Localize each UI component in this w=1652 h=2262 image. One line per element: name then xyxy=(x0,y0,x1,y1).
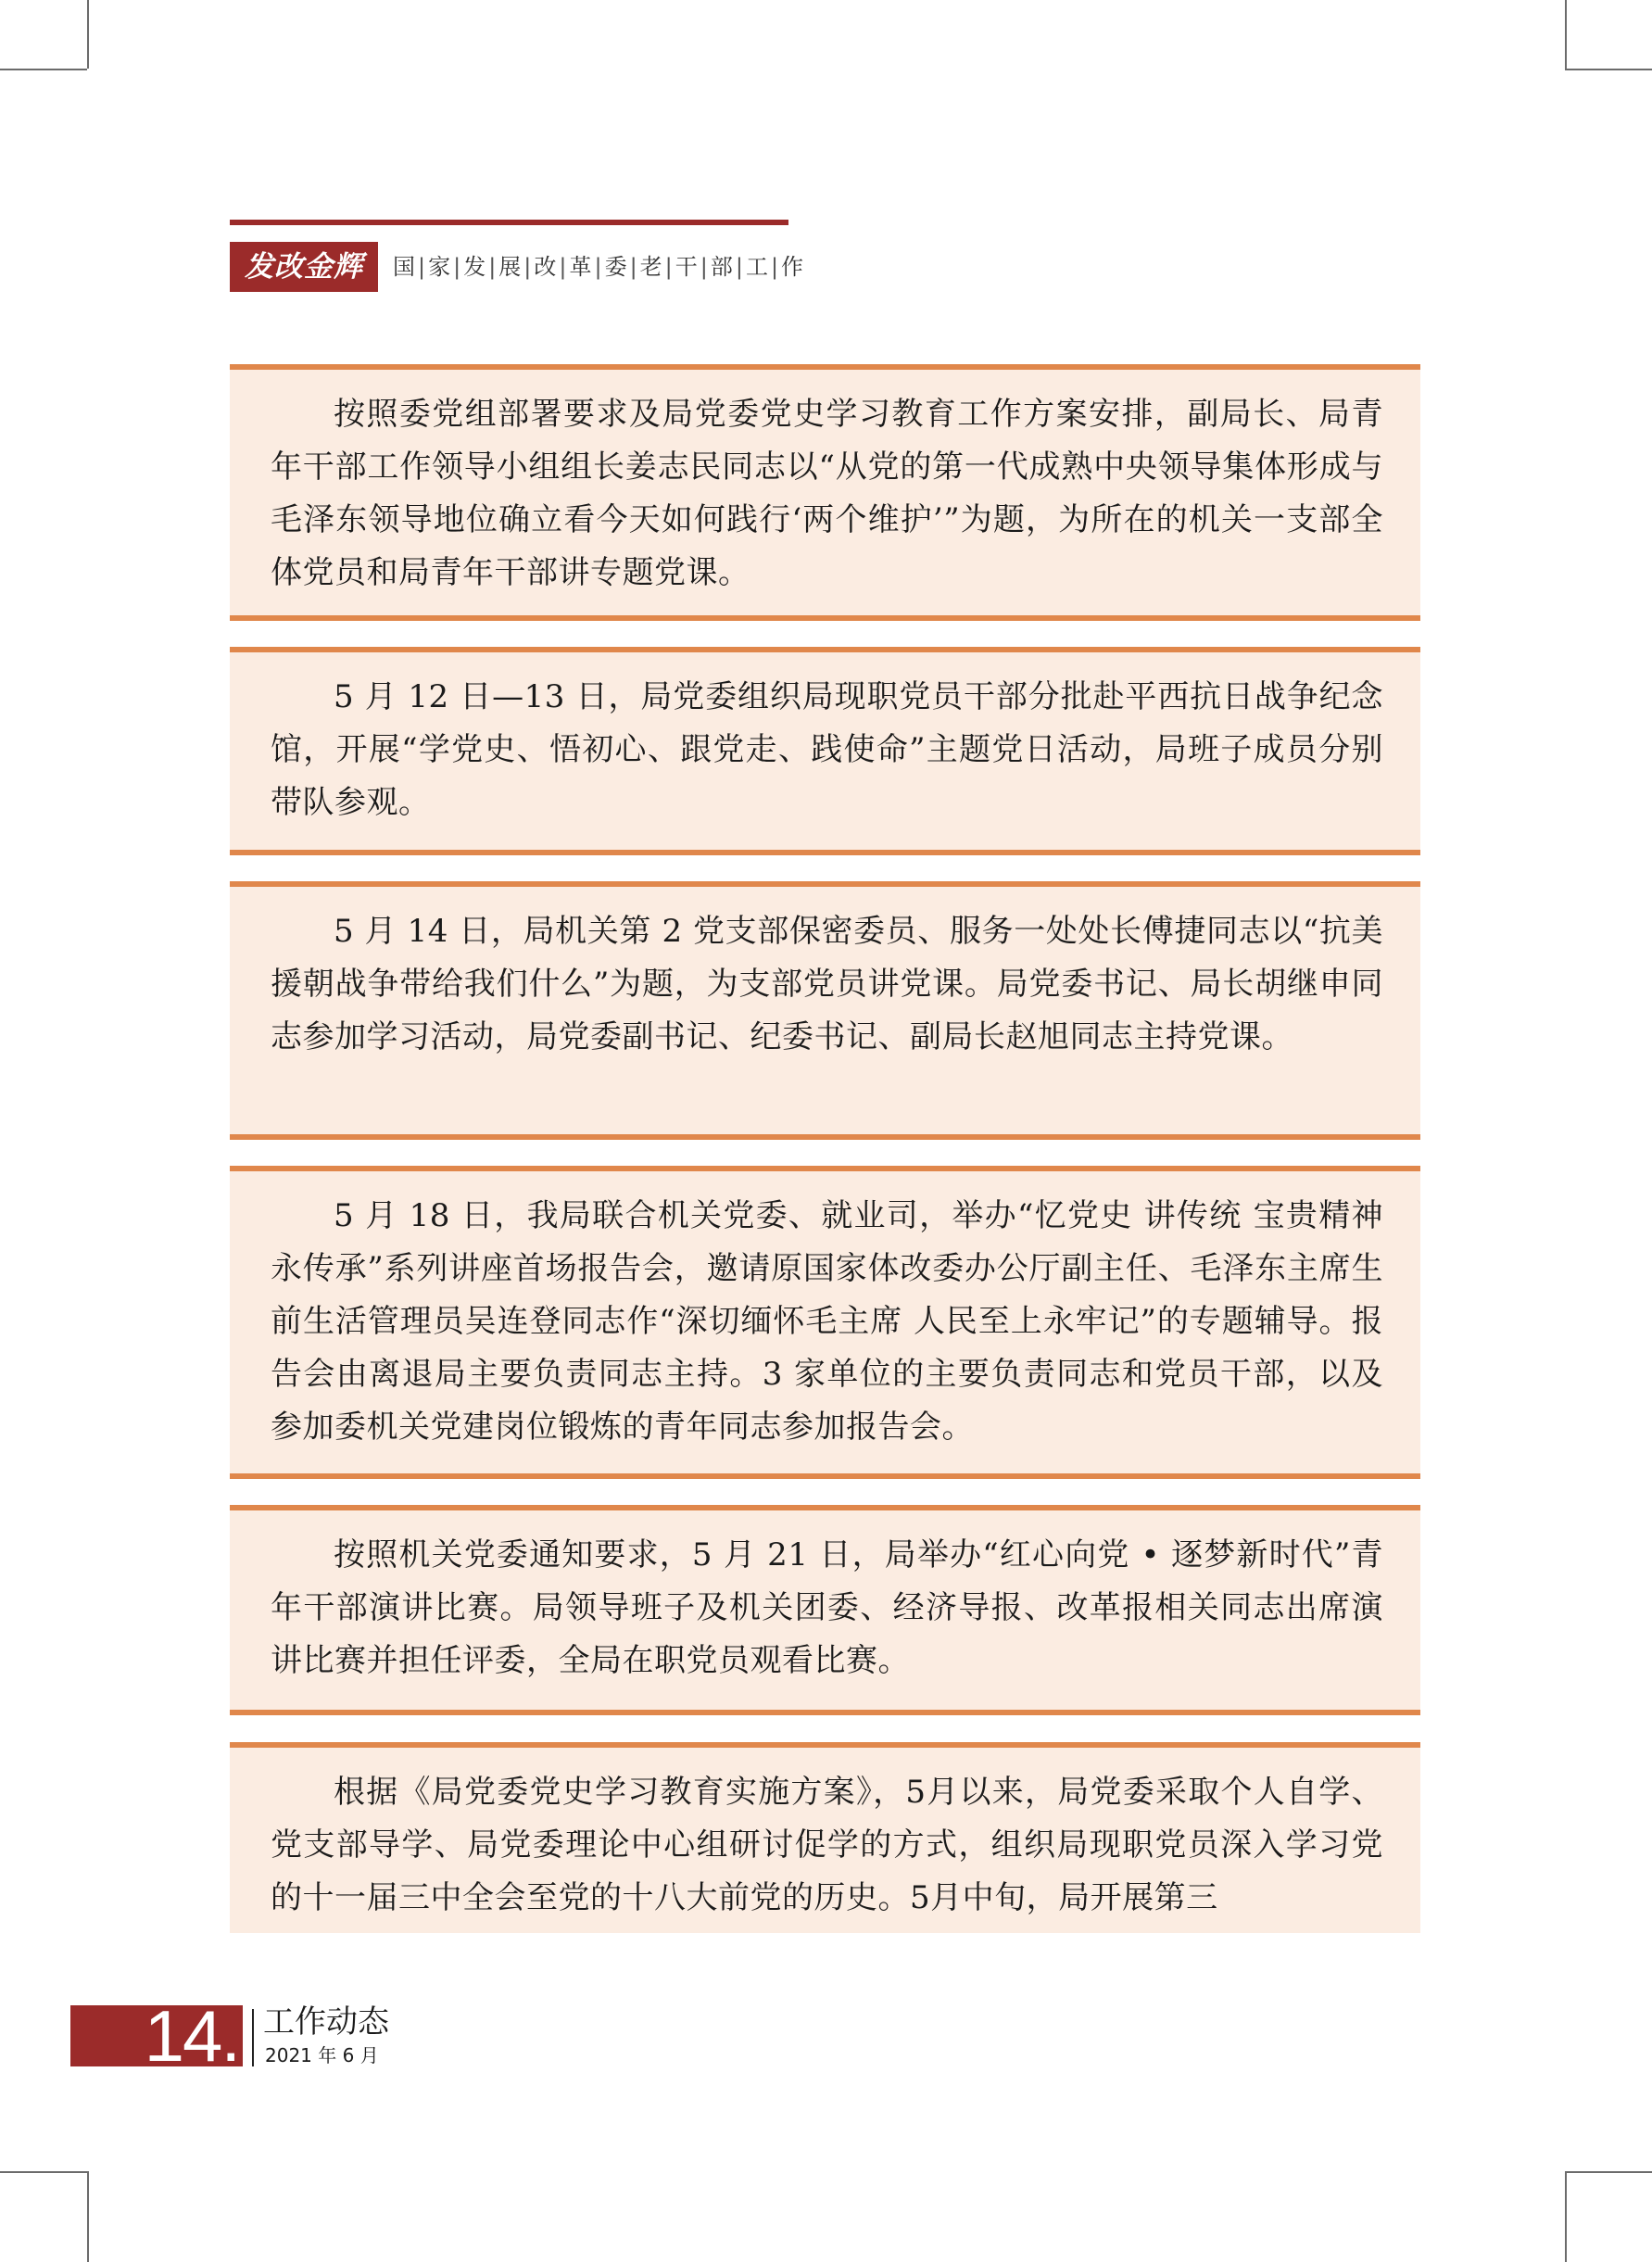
news-item-text: 按照机关党委通知要求，5 月 21 日，局举办“红心向党 • 逐梦新时代”青年干部演讲比赛。局领导班子及机关团委、经济导报、改革报相关同志出席演讲比赛并担任评委，全局在职党员观看比赛。 xyxy=(271,1536,1383,1679)
crop-mark xyxy=(1565,69,1652,70)
header-subtitle-char: 干 xyxy=(675,254,698,280)
header-separator: | xyxy=(735,254,743,280)
news-item-text: 5 月 12 日—13 日，局党委组织局现职党员干部分批赴平西抗日战争纪念馆，开展“学党史、悟初心、跟党走、践使命”主题党日活动，局班子成员分别带队参观。 xyxy=(271,678,1383,821)
issue-date: 2021 年 6 月 xyxy=(265,2044,379,2066)
header-separator: | xyxy=(559,254,567,280)
crop-mark xyxy=(0,69,87,70)
footer-divider xyxy=(252,2009,254,2066)
page-number: 14. xyxy=(144,1995,239,2077)
header-subtitle-char: 革 xyxy=(569,254,592,280)
header-separator: | xyxy=(629,254,637,280)
crop-mark xyxy=(1565,2171,1652,2173)
header-subtitle-char: 老 xyxy=(639,254,662,280)
header-separator: | xyxy=(488,254,497,280)
crop-mark xyxy=(1565,0,1567,69)
news-item xyxy=(230,1166,1420,1479)
header-subtitle-char: 发 xyxy=(463,254,486,280)
news-item xyxy=(230,364,1420,621)
magazine-logo: 发改金辉 xyxy=(230,242,378,292)
header-subtitle-char: 家 xyxy=(428,254,451,280)
header-subtitle-char: 工 xyxy=(745,254,768,280)
header-subtitle-char: 委 xyxy=(604,254,627,280)
header-separator: | xyxy=(664,254,673,280)
crop-mark xyxy=(1565,2171,1567,2262)
crop-mark xyxy=(0,2171,87,2173)
crop-mark xyxy=(87,2171,89,2262)
header-subtitle-char: 部 xyxy=(710,254,733,280)
header-separator: | xyxy=(770,254,779,280)
header-separator: | xyxy=(523,254,532,280)
header-separator: | xyxy=(594,254,602,280)
news-item-text: 按照委党组部署要求及局党委党史学习教育工作方案安排，副局长、局青年干部工作领导小组组长姜志民同志以“从党的第一代成熟中央领导集体形成与毛泽东领导地位确立看今天如何践行‘两个维护’”为题，为所在的机关一支部全体党员和局青年干部讲专题党课。 xyxy=(271,396,1383,591)
news-item-text: 5 月 18 日，我局联合机关党委、就业司，举办“忆党史 讲传统 宝贵精神永传承”系列讲座首场报告会，邀请原国家体改委办公厅副主任、毛泽东主席生前生活管理员吴连登同志作“深切缅怀毛主席 人民至上永牢记”的专题辅导。报告会由离退局主要负责同志主持。3 家单位的主要负责同志和党员干部，以及参加委机关党建岗位锻炼的青年同志参加报告会。 xyxy=(271,1197,1383,1446)
news-item-text: 根据《局党委党史学习教育实施方案》，5月以来，局党委采取个人自学、党支部导学、局党委理论中心组研讨促学的方式，组织局现职党员深入学习党的十一届三中全会至党的十八大前党的历史。5月中旬，局开展第三 xyxy=(271,1774,1383,1916)
news-item xyxy=(230,1742,1420,1933)
header-separator: | xyxy=(700,254,708,280)
news-item-text: 5 月 14 日，局机关第 2 党支部保密委员、服务一处处长傅捷同志以“抗美援朝战争带给我们什么”为题，为支部党员讲党课。局党委书记、局长胡继申同志参加学习活动，局党委副书记、纪委书记、副局长赵旭同志主持党课。 xyxy=(271,913,1383,1055)
header-subtitle-char: 改 xyxy=(534,254,557,280)
header-subtitle-char: 展 xyxy=(498,254,522,280)
crop-mark xyxy=(87,0,89,69)
news-item xyxy=(230,1505,1420,1715)
news-item xyxy=(230,881,1420,1140)
header-separator: | xyxy=(418,254,426,280)
section-title: 工作动态 xyxy=(263,2003,389,2041)
header-separator: | xyxy=(453,254,461,280)
news-item xyxy=(230,647,1420,855)
header-subtitle-char: 作 xyxy=(781,254,804,280)
header-subtitle xyxy=(393,248,803,285)
header-subtitle-char: 国 xyxy=(393,254,415,280)
header-rule xyxy=(230,220,788,225)
